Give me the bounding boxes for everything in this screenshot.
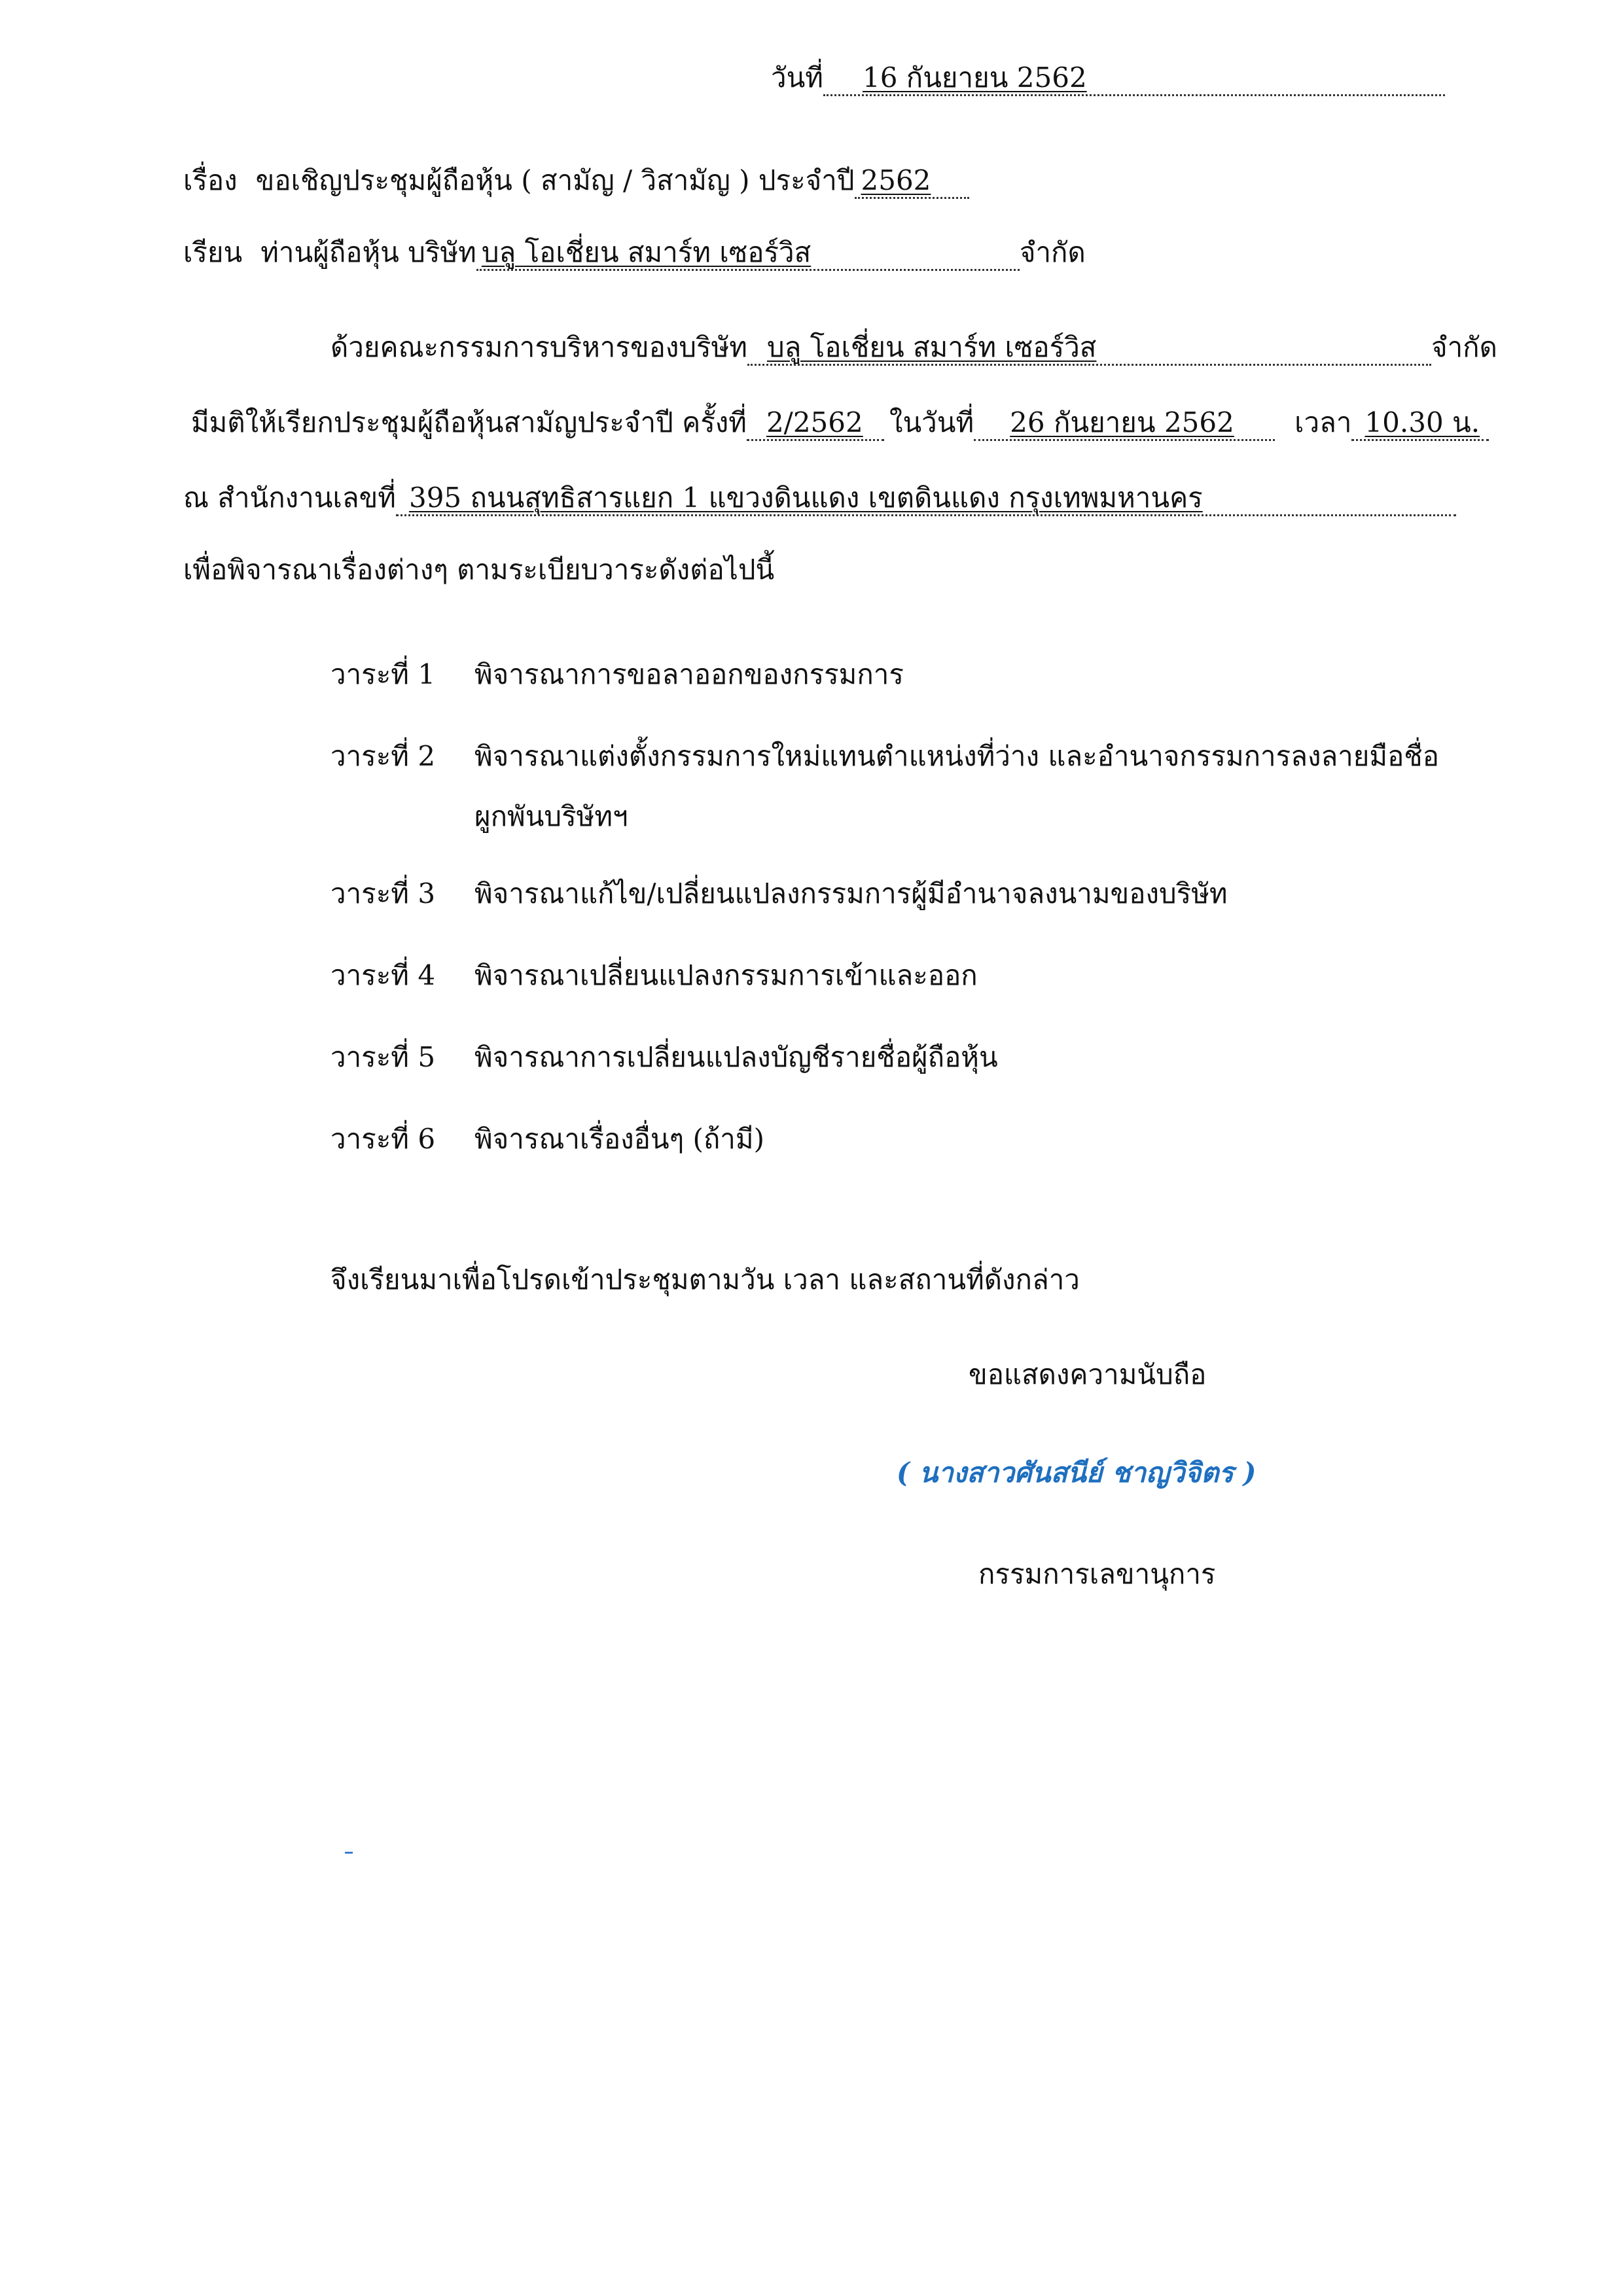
agenda-text: พิจารณาแก้ไข/เปลี่ยนแปลงกรรมการผู้มีอำนาจลงนามของบริษัท: [474, 877, 1228, 910]
signer-name: ( นางสาวศันสนีย์ ชาญวิจิตร ): [897, 1457, 1257, 1489]
body-line-1: [330, 331, 1497, 366]
stray-mark: [345, 1852, 353, 1854]
body-line-3: [183, 484, 1456, 516]
date-line: [771, 64, 1445, 96]
recipient-company: บลู โอเชี่ยน สมาร์ท เซอร์วิส: [476, 239, 1020, 271]
on-date-label: ในวันที่: [889, 406, 974, 438]
body-company: บลู โอเชี่ยน สมาร์ท เซอร์วิส: [747, 334, 1431, 366]
subject-year: 2562: [855, 167, 969, 199]
body-line-2: [191, 406, 1489, 441]
meeting-time: 10.30 น.: [1351, 409, 1489, 441]
agenda-text: พิจารณาเรื่องอื่นๆ (ถ้ามี): [474, 1123, 764, 1155]
body-line-4: [183, 556, 774, 584]
time-label: เวลา: [1294, 406, 1352, 438]
recipient-label: เรียน: [183, 236, 243, 268]
meeting-date: 26 กันยายน 2562: [974, 409, 1275, 441]
meeting-address: 395 ถนนสุทธิสารแยก 1 แขวงดินแดง เขตดินแดง กรุงเทพมหานคร: [396, 484, 1456, 516]
closing-regards: ขอแสดงความนับถือ: [969, 1358, 1207, 1390]
agenda-number: วาระที่ 4: [330, 959, 436, 991]
agenda-number: วาระที่ 1: [330, 658, 436, 690]
date-label: วันที่: [771, 62, 823, 94]
agenda-number: วาระที่ 6: [330, 1123, 436, 1155]
subject-line: [183, 164, 969, 199]
agenda-text: พิจารณาการขอลาออกของกรรมการ: [474, 658, 904, 690]
agenda-text: พิจารณาเปลี่ยนแปลงกรรมการเข้าและออก: [474, 959, 978, 991]
agenda-number: วาระที่ 5: [330, 1041, 436, 1073]
recipient-text: ท่านผู้ถือหุ้น บริษัท: [260, 236, 476, 268]
agenda-number: วาระที่ 3: [330, 877, 436, 910]
subject-label: เรื่อง: [183, 164, 238, 196]
agenda-text: พิจารณาการเปลี่ยนแปลงบัญชีรายชื่อผู้ถือหุ้น: [474, 1041, 998, 1073]
agenda-text-continued: ผูกพันบริษัทฯ: [474, 800, 628, 832]
body-line1-prefix: ด้วยคณะกรรมการบริหารของบริษัท: [330, 331, 747, 363]
body-line3-prefix: ณ สำนักงานเลขที่: [183, 482, 396, 514]
body-line2-prefix: มีมติให้เรียกประชุมผู้ถือหุ้นสามัญประจำปี ครั้งที่: [191, 406, 747, 438]
agenda-number: วาระที่ 2: [330, 740, 436, 772]
meeting-number: 2/2562: [747, 409, 884, 441]
agenda-text: พิจารณาแต่งตั้งกรรมการใหม่แทนตำแหน่งที่ว่าง และอำนาจกรรมการลงลายมือชื่อ: [474, 740, 1440, 772]
subject-text: ขอเชิญประชุมผู้ถือหุ้น ( สามัญ / วิสามัญ ) ประจำปี: [255, 164, 855, 196]
body-line1-suffix: จำกัด: [1431, 331, 1497, 363]
recipient-line: [183, 236, 1086, 271]
date-value: 16 กันยายน 2562: [823, 64, 1445, 96]
recipient-suffix: จำกัด: [1019, 236, 1086, 268]
body-line4: เพื่อพิจารณาเรื่องต่างๆ ตามระเบียบวาระดังต่อไปนี้: [183, 554, 775, 586]
signer-position: กรรมการเลขานุการ: [978, 1558, 1216, 1590]
closing-invitation: จึงเรียนมาเพื่อโปรดเข้าประชุมตามวัน เวลา และสถานที่ดังกล่าว: [330, 1263, 1080, 1296]
